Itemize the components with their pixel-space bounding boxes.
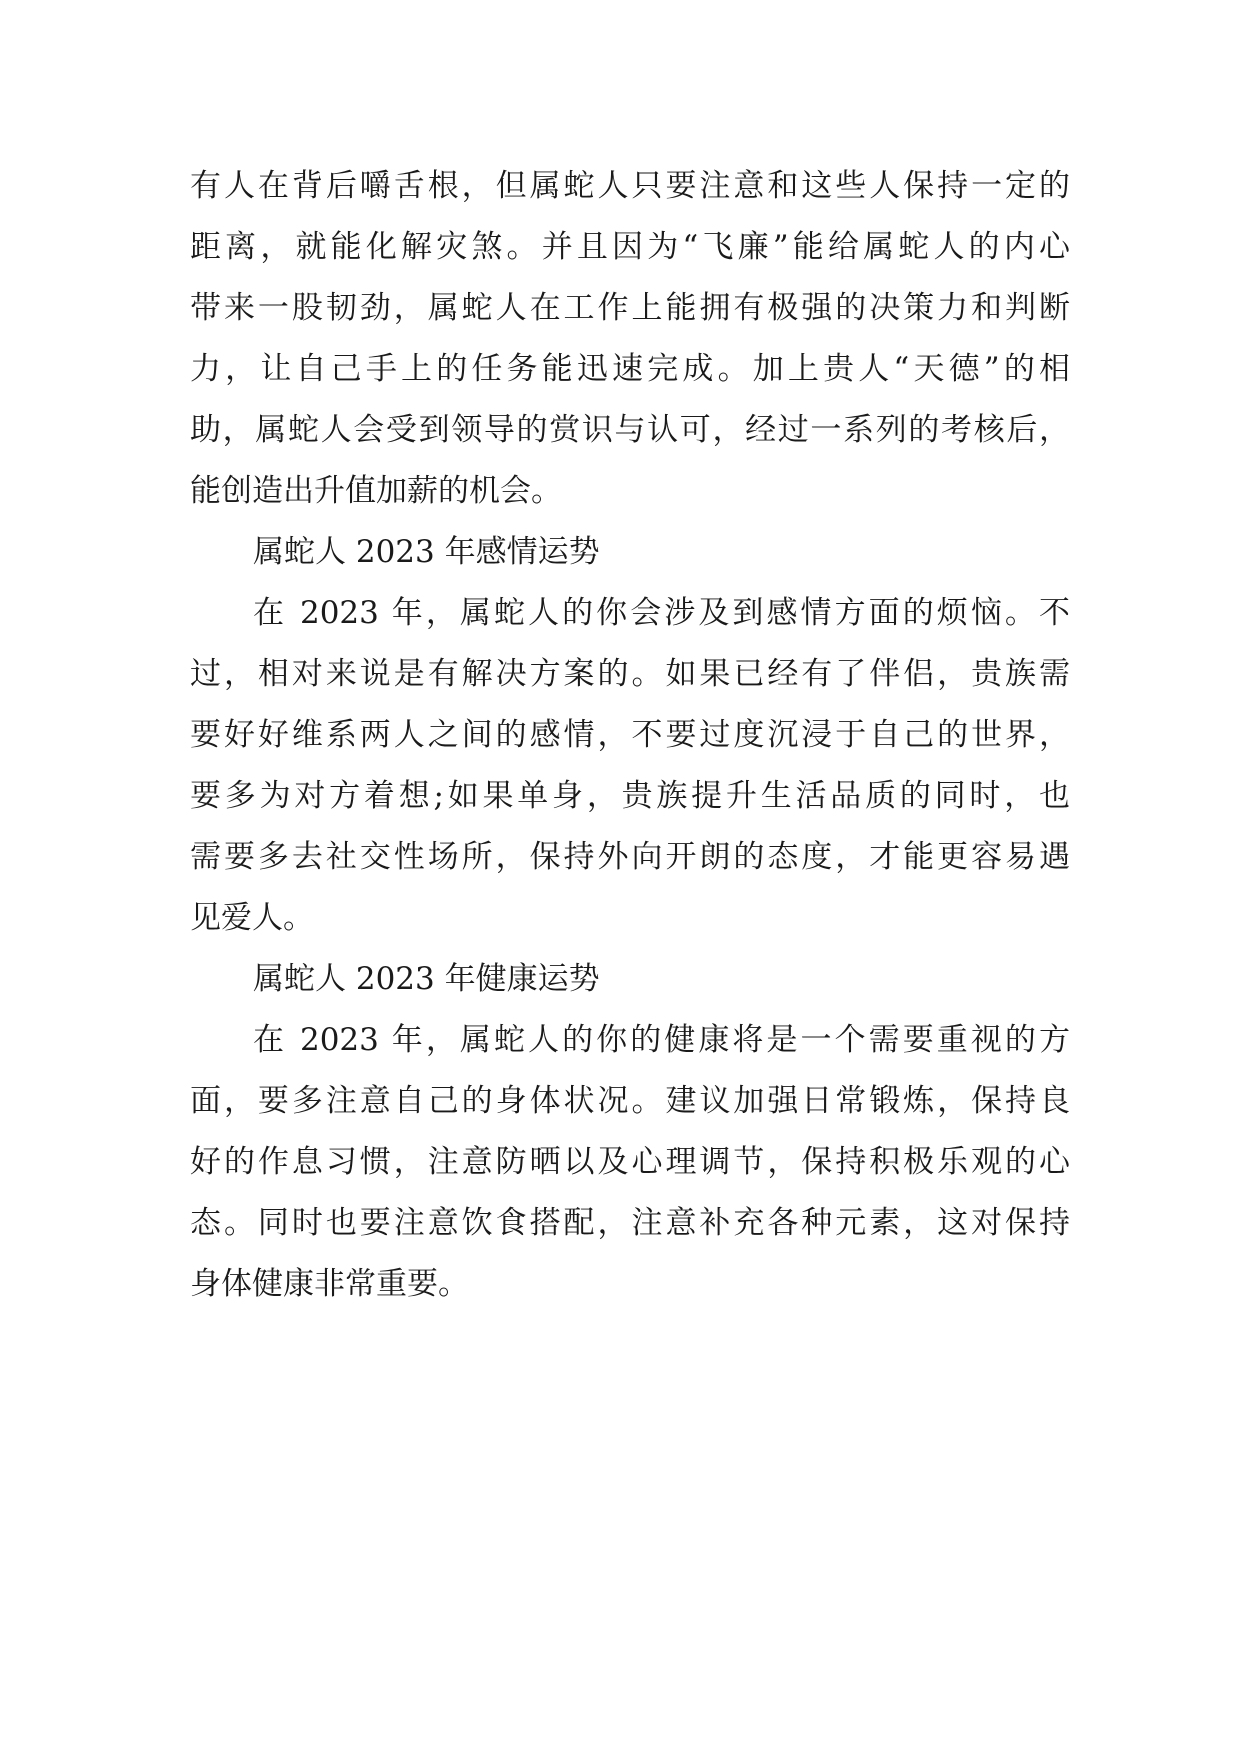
text-line: 身体健康非常重要。 — [190, 1266, 469, 1302]
text-line: 在 2023 年，属蛇人的你会涉及到感情方面的烦恼。不 — [253, 595, 1070, 631]
text-line: 带来一股韧劲，属蛇人在工作上能拥有极强的决策力和判断 — [190, 290, 1070, 326]
text-line: 需要多去社交性场所，保持外向开朗的态度，才能更容易遇 — [190, 839, 1070, 875]
text-line: 助，属蛇人会受到领导的赏识与认可，经过一系列的考核后， — [190, 412, 1070, 448]
text-line: 有人在背后嚼舌根，但属蛇人只要注意和这些人保持一定的 — [190, 168, 1070, 204]
section-heading-emotion: 属蛇人 2023 年感情运势 — [253, 534, 600, 570]
text-line: 过，相对来说是有解决方案的。如果已经有了伴侣，贵族需 — [190, 656, 1070, 692]
text-line: 见爱人。 — [190, 900, 314, 936]
text-line: 好的作息习惯，注意防晒以及心理调节，保持积极乐观的心 — [190, 1144, 1070, 1180]
text-line: 距离，就能化解灾煞。并且因为“飞廉”能给属蛇人的内心 — [190, 229, 1070, 265]
text-line: 在 2023 年，属蛇人的你的健康将是一个需要重视的方 — [253, 1022, 1070, 1058]
text-line: 态。同时也要注意饮食搭配，注意补充各种元素，这对保持 — [190, 1205, 1070, 1241]
text-line: 力，让自己手上的任务能迅速完成。加上贵人“天德”的相 — [190, 351, 1070, 387]
text-line: 要多为对方着想;如果单身，贵族提升生活品质的同时，也 — [190, 778, 1070, 814]
text-line: 面，要多注意自己的身体状况。建议加强日常锻炼，保持良 — [190, 1083, 1070, 1119]
section-heading-health: 属蛇人 2023 年健康运势 — [253, 961, 600, 997]
text-line: 能创造出升值加薪的机会。 — [190, 473, 562, 509]
text-line: 要好好维系两人之间的感情，不要过度沉浸于自己的世界， — [190, 717, 1070, 753]
